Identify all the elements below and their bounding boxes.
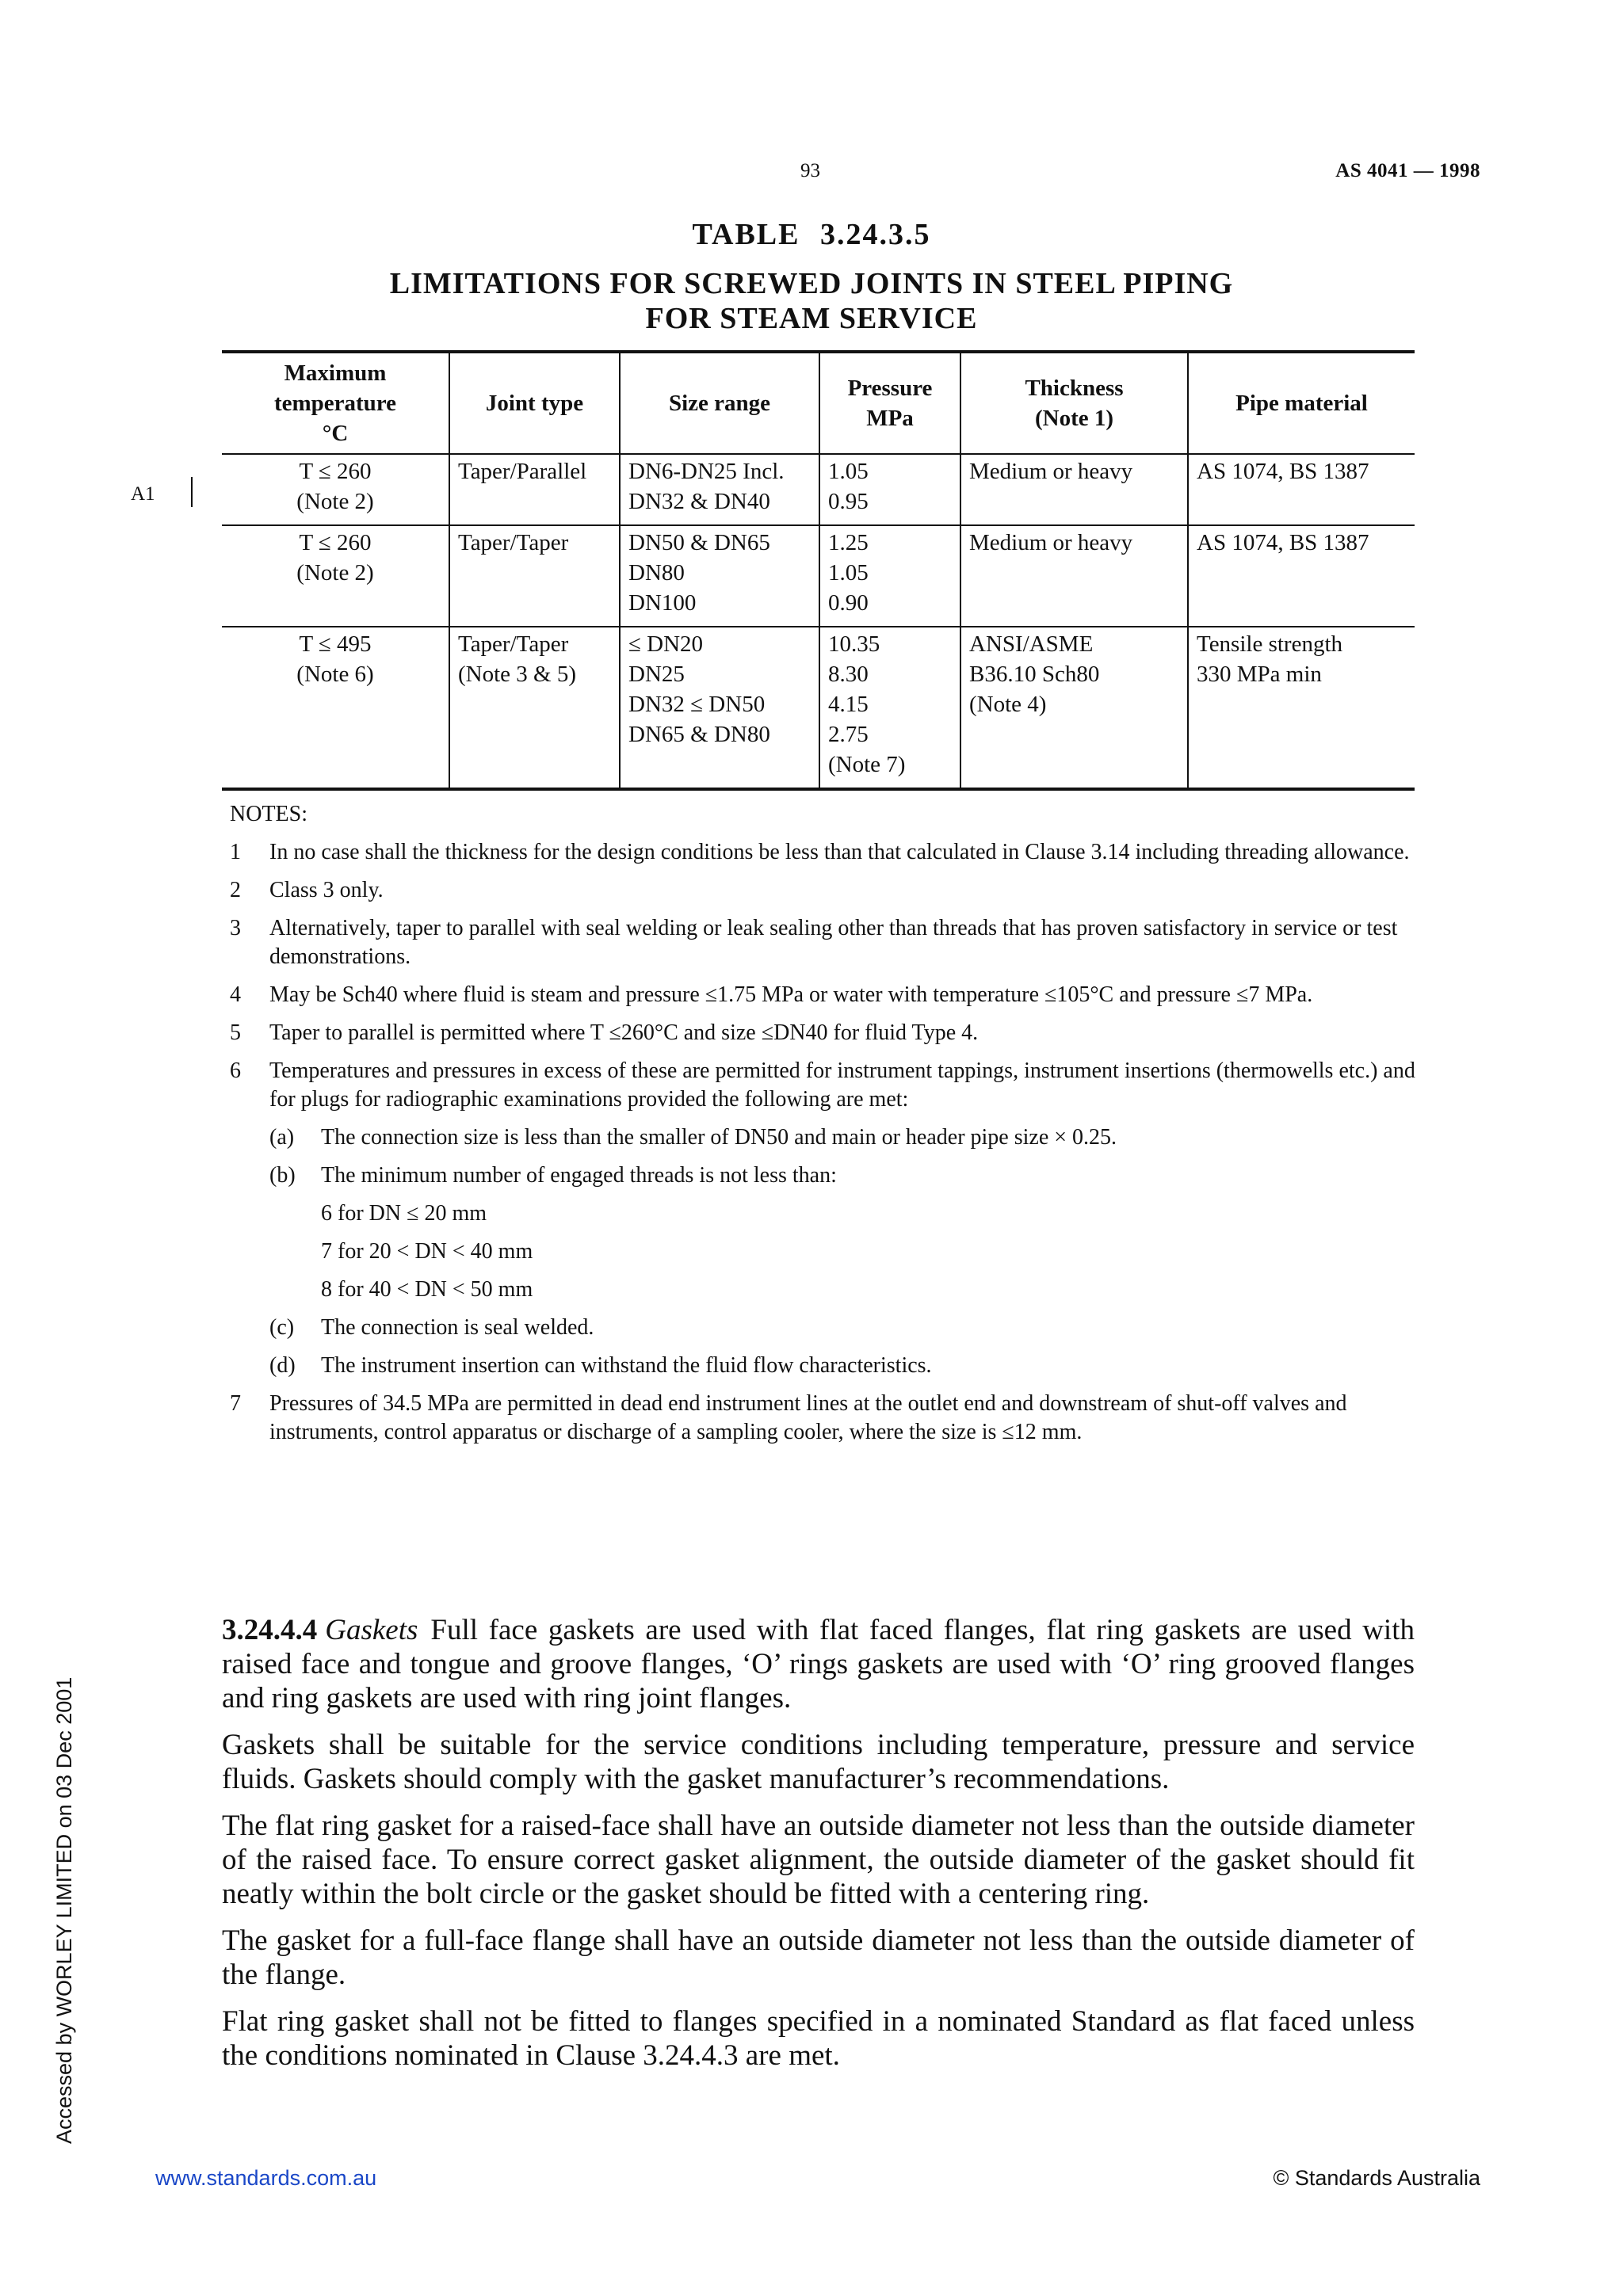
note-item (230, 1019, 1419, 1047)
screwed-joints-table (222, 350, 1415, 791)
cell-joint-type: Taper/Taper (449, 525, 620, 627)
note-item (230, 1390, 1419, 1447)
table-notes (230, 800, 1419, 1456)
subitem-label: (d) (269, 1353, 296, 1378)
note-number: 2 (230, 878, 241, 902)
table-row (222, 454, 1415, 525)
cell-size-range: DN50 & DN65 DN80 DN100 (620, 525, 819, 627)
header-temp-line-2: temperature (273, 391, 397, 416)
header-pressure-line-1: Pressure (847, 376, 933, 401)
subitem-label: (b) (269, 1163, 296, 1188)
access-watermark: Accessed by WORLEY LIMITED on 03 Dec 2001 (52, 1676, 76, 2144)
note-item (230, 838, 1419, 867)
cell-pipe-material: Tensile strength 330 MPa min (1197, 631, 1343, 687)
note-number: 1 (230, 840, 241, 864)
note-number: 6 (230, 1058, 241, 1083)
thread-requirement: 7 for 20 < DN < 40 mm (321, 1239, 533, 1264)
amendment-mark: A1 (131, 483, 155, 505)
cell-joint-type: Taper/Taper (Note 3 & 5) (449, 627, 620, 789)
table-header-row (222, 352, 1415, 454)
cell-pipe-material: AS 1074, BS 1387 (1197, 530, 1369, 555)
clause-paragraph: Flat ring gasket shall not be fitted to flanges specified in a nominated Standard as flat faced unless the conditions nominated in Clause 3.24.4.3 are met. (222, 2005, 1415, 2072)
clause-paragraph: Gaskets shall be suitable for the service conditions including temperature, pressure and service fluids. Gaskets should comply with the gasket manufacturer’s recommendations. (222, 1729, 1415, 1795)
clause-intro-text: Full face gaskets are used with flat faced flanges, flat ring gaskets are used with raised face and tongue and groove flanges, ‘O’ rings gaskets are used with ‘O’ ring grooved flanges and ring gaskets are used with ring joint flanges. (222, 1614, 1415, 1714)
note-number: 4 (230, 982, 241, 1007)
note-number: 7 (230, 1391, 241, 1416)
cell-thickness: Medium or heavy (960, 454, 1188, 525)
note-text: Alternatively, taper to parallel with seal welding or leak sealing other than threads that has proven satisfactory in service or test demonstrations. (269, 916, 1398, 969)
document-reference: AS 4041 — 1998 (1335, 160, 1480, 181)
subitem-text: The connection is seal welded. (321, 1315, 594, 1340)
cell-size-range: ≤ DN20 DN25 DN32 ≤ DN50 DN65 & DN80 (620, 627, 819, 789)
header-joint-type: Joint type (449, 352, 620, 454)
header-thickness-line-1: Thickness (1025, 376, 1124, 401)
thread-requirement: 6 for DN ≤ 20 mm (321, 1201, 487, 1226)
note-text: Taper to parallel is permitted where T ≤260°C and size ≤DN40 for fluid Type 4. (269, 1020, 979, 1045)
note-6-subitems (230, 1123, 1419, 1380)
header-pressure (819, 352, 960, 454)
subitem-text: The minimum number of engaged threads is not less than: (321, 1163, 837, 1188)
cell-pressure: 1.25 1.05 0.90 (819, 525, 960, 627)
subitem-text: The instrument insertion can withstand the fluid flow characteristics. (321, 1353, 932, 1378)
note-text: Class 3 only. (269, 878, 384, 902)
header-temp-line-3: °C (322, 421, 349, 446)
cell-pressure: 10.35 8.30 4.15 2.75 (Note 7) (819, 627, 960, 789)
clause-body (222, 1613, 1415, 2085)
header-pressure-line-2: MPa (866, 406, 914, 431)
amendment-bar (191, 477, 193, 507)
table-number: TABLE 3.24.3.5 (692, 218, 931, 251)
header-pipe-material: Pipe material (1235, 391, 1368, 416)
cell-joint-type: Taper/Parallel (449, 454, 620, 525)
note-text: Pressures of 34.5 MPa are permitted in dead end instrument lines at the outlet end and downstream of shut-off valves and instruments, control apparatus or discharge of a sampling cooler, where the size is ≤12 mm. (269, 1391, 1347, 1444)
cell-pipe-material: AS 1074, BS 1387 (1197, 459, 1369, 484)
note-item (230, 876, 1419, 905)
page-number: 93 (800, 160, 820, 181)
header-temp-line-1: Maximum (284, 360, 387, 386)
cell-pressure: 1.05 0.95 (819, 454, 960, 525)
footer-website-link[interactable]: www.standards.com.au (155, 2166, 377, 2190)
clause-paragraph: The gasket for a full-face flange shall have an outside diameter not less than the outside diameter of the flange. (222, 1924, 1415, 1991)
note-text: May be Sch40 where fluid is steam and pressure ≤1.75 MPa or water with temperature ≤105°C and pressure ≤7 MPa. (269, 982, 1313, 1007)
subitem-label: (c) (269, 1315, 295, 1340)
clause-paragraph: The flat ring gasket for a raised-face shall have an outside diameter not less than the outside diameter of the raised face. To ensure correct gasket alignment, the outside diameter of the gasket should fit neatly within the bolt circle or the gasket should be fitted with a centering ring. (222, 1810, 1415, 1910)
note-number: 5 (230, 1020, 241, 1045)
note-subitem (269, 1123, 1419, 1152)
note-text: In no case shall the thickness for the design conditions be less than that calculated in Clause 3.14 including threading allowance. (269, 840, 1410, 864)
note-item (230, 1057, 1419, 1114)
clause-number: 3.24.4.4 (222, 1614, 318, 1646)
clause-intro-paragraph (222, 1613, 1415, 1715)
note-item (230, 914, 1419, 971)
cell-temperature: T ≤ 260 (Note 2) (222, 525, 449, 627)
note-subitem (269, 1161, 1419, 1190)
note-text: Temperatures and pressures in excess of these are permitted for instrument tappings, instrument insertions (thermowells etc.) and for plugs for radiographic examinations provided the following are met: (269, 1058, 1415, 1112)
table-row (222, 627, 1415, 789)
notes-heading: NOTES: (230, 802, 307, 826)
table-row (222, 525, 1415, 627)
header-thickness-line-2: (Note 1) (1034, 406, 1114, 431)
cell-temperature: T ≤ 260 (Note 2) (222, 454, 449, 525)
table-title-line-1: LIMITATIONS FOR SCREWED JOINTS IN STEEL PIPING (389, 267, 1234, 300)
cell-size-range: DN6-DN25 Incl. DN32 & DN40 (620, 454, 819, 525)
thread-requirement: 8 for 40 < DN < 50 mm (321, 1277, 533, 1302)
clause-title: Gaskets (325, 1614, 418, 1646)
cell-thickness: Medium or heavy (960, 525, 1188, 627)
note-number: 3 (230, 916, 241, 940)
header-size-range: Size range (620, 352, 819, 454)
note-subitem (269, 1352, 1419, 1380)
note-item (230, 981, 1419, 1009)
table-title-line-2: FOR STEAM SERVICE (645, 302, 978, 335)
header-max-temperature (222, 352, 449, 454)
cell-thickness: ANSI/ASME B36.10 Sch80 (Note 4) (960, 627, 1188, 789)
header-thickness (960, 352, 1188, 454)
subitem-label: (a) (269, 1125, 295, 1150)
subitem-text: The connection size is less than the smaller of DN50 and main or header pipe size × 0.25. (321, 1125, 1117, 1150)
cell-temperature: T ≤ 495 (Note 6) (222, 627, 449, 789)
footer-copyright: © Standards Australia (1273, 2166, 1480, 2190)
note-subitem (269, 1314, 1419, 1342)
